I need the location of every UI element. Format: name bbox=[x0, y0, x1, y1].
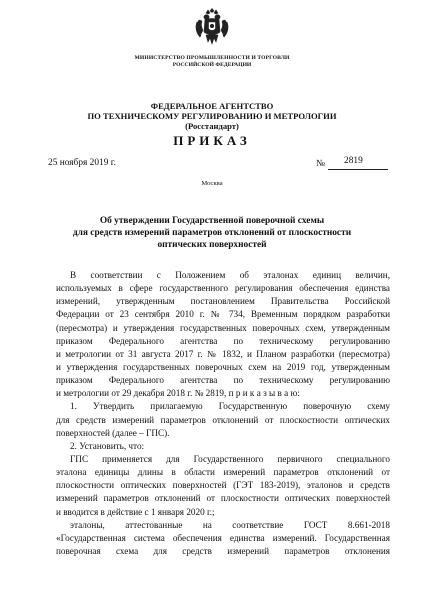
body-line: и утверждения государственных поверочных схем на 2019 год, утвержденным bbox=[56, 361, 390, 372]
number-underline bbox=[328, 169, 388, 170]
body-line: и вводится в действие с 1 января 2020 г.; bbox=[56, 506, 215, 517]
body-line: В соответствии с Положением об эталонах единиц величин, bbox=[70, 270, 390, 280]
body-line: измерений, утвержденным постановлением Правительства Российской bbox=[56, 296, 390, 307]
body-line: 1. Утвердить прилагаемую Государственную поверочную схему bbox=[70, 401, 390, 412]
order-title-line1: Об утверждении Государственной поверочной схемы bbox=[99, 216, 325, 226]
body-line: приказом Федерального агентства по техническому регулированию bbox=[56, 375, 390, 386]
body-line: 2. Установить, что: bbox=[70, 440, 145, 451]
ministry-name-line2: РОССИЙСКОЙ ФЕДЕРАЦИИ bbox=[172, 62, 252, 68]
body-line: приказом Федерального агентства по техническому регулированию bbox=[56, 335, 390, 346]
agency-short-name: (Росстандарт) bbox=[185, 121, 239, 131]
document-type-heading: ПРИКАЗ bbox=[173, 133, 251, 148]
body-line: плоскостности оптических поверхностей (ГЭТ 183-2019), эталонов и средств bbox=[56, 480, 390, 491]
order-title-line2: для средств измерений параметров отклонений от плоскостности bbox=[72, 228, 352, 238]
order-number: 2819 bbox=[344, 156, 363, 166]
order-body-text bbox=[56, 269, 390, 558]
body-line: «Государственная система обеспечения единства измерений. Государственная bbox=[56, 532, 390, 543]
agency-name-line1: ФЕДЕРАЛЬНОЕ АГЕНТСТВО bbox=[150, 101, 274, 111]
body-line: поверочная схема для средств измерений параметров отклонения bbox=[56, 545, 390, 556]
order-date: 25 ноября 2019 г. bbox=[48, 158, 116, 168]
body-line: для средств измерений параметров отклонений от плоскостности оптических bbox=[56, 414, 390, 425]
body-line: измерений параметров отклонений от плоскостности оптических поверхностей bbox=[56, 493, 390, 504]
body-line: эталона единицы длины в области измерений параметров отклонений от bbox=[56, 467, 390, 478]
order-title-line3: оптических поверхностей bbox=[157, 240, 267, 250]
body-line: используемых в сфере государственного регулирования обеспечения единства bbox=[56, 283, 390, 294]
body-line: и метрологии от 29 декабря 2018 г. № 2819, п р и к а з ы в а ю: bbox=[56, 388, 300, 399]
city-label: Москва bbox=[201, 180, 223, 187]
body-line: и метрологии от 31 августа 2017 г. № 1832, и Планом разработки (пересмотра) bbox=[56, 348, 390, 359]
number-sign: № bbox=[316, 159, 325, 169]
agency-name-line2: ПО ТЕХНИЧЕСКОМУ РЕГУЛИРОВАНИЮ И МЕТРОЛОГИИ bbox=[87, 111, 337, 121]
coat-of-arms-emblem-icon bbox=[194, 8, 230, 48]
body-line: (пересмотра) и утверждения государственных поверочных схем, утвержденным bbox=[56, 322, 390, 333]
body-line: Федерации от 23 сентября 2010 г. № 734, Временным порядком разработки bbox=[56, 309, 390, 320]
ministry-name-line1: МИНИСТЕРСТВО ПРОМЫШЛЕННОСТИ И ТОРГОВЛИ bbox=[134, 55, 290, 61]
body-line: поверхностей (далее – ГПС). bbox=[56, 427, 170, 438]
body-line: ГПС применяется для Государственного первичного специального bbox=[70, 453, 390, 464]
body-line: эталоны, аттестованные на соответствие ГОСТ 8.661-2018 bbox=[70, 519, 390, 530]
order-number-field bbox=[316, 156, 388, 170]
